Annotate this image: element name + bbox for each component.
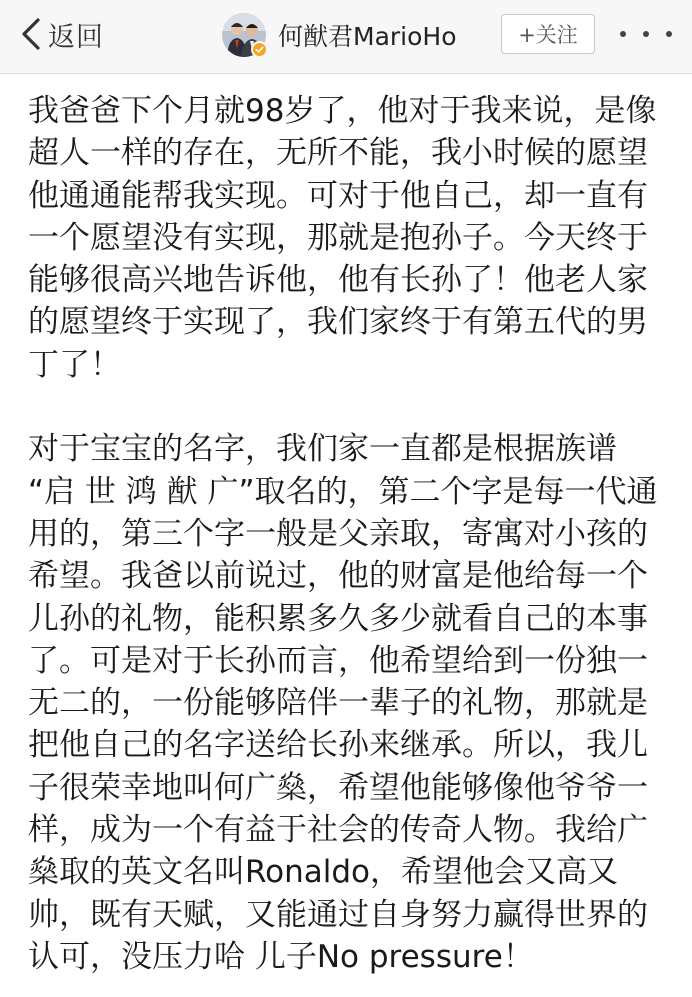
paragraph-spacer	[28, 386, 678, 428]
post-paragraph	[28, 428, 678, 978]
post-text-line: 他通通能帮我实现。可对于他自己，却一直有	[28, 177, 648, 214]
verified-badge-icon	[251, 41, 268, 58]
post-text-line: 丁了！	[28, 346, 121, 383]
post-text-line: 把他自己的名字送给长孙来继承。所以，我儿	[28, 727, 648, 764]
more-dots-icon	[643, 31, 649, 37]
post-text-line: 儿孙的礼物，能积累多久多少就看自己的本事	[28, 600, 648, 637]
username[interactable]: 何猷君MarioHo	[278, 22, 457, 51]
back-button[interactable]	[18, 14, 104, 54]
post-text-line: 了。可是对于长孙而言，他希望给到一份独一	[28, 642, 648, 679]
post-text-line: 一个愿望没有实现，那就是抱孙子。今天终于	[28, 219, 648, 256]
more-dots-icon	[620, 31, 626, 37]
post-text-line: “启 世 鸿 猷 广”取名的，第二个字是每一代通	[28, 473, 658, 510]
follow-button[interactable]: +关注	[501, 14, 595, 54]
back-label: 返回	[48, 21, 104, 53]
post-text-line: 样，成为一个有益于社会的传奇人物。我给广	[28, 812, 648, 849]
post-text-line: 我爸爸下个月就98岁了，他对于我来说，是像	[28, 93, 657, 129]
post-text-line: 对于宝宝的名字，我们家一直都是根据族谱	[28, 431, 617, 468]
post-text-line: 子很荣幸地叫何广燊，希望他能够像他爷爷一	[28, 769, 648, 806]
post-body	[28, 90, 678, 978]
avatar[interactable]	[222, 13, 266, 57]
profile-header[interactable]	[222, 10, 457, 60]
top-navigation-bar	[0, 0, 692, 74]
post-text-line: 的愿望终于实现了，我们家终于有第五代的男	[28, 304, 648, 341]
chevron-left-icon	[18, 16, 46, 52]
post-paragraph	[28, 90, 678, 386]
more-dots-icon	[666, 31, 672, 37]
post-text-line: 希望。我爸以前说过，他的财富是他给每一个	[28, 558, 648, 595]
post-text-line: 燊取的英文名叫Ronaldo，希望他会又高又	[28, 854, 619, 891]
post-text-line: 无二的，一份能够陪伴一辈子的礼物，那就是	[28, 685, 648, 722]
post-text-line: 能够很高兴地告诉他，他有长孙了！他老人家	[28, 262, 648, 299]
post-text-line: 帅，既有天赋，又能通过自身努力赢得世界的	[28, 896, 648, 933]
post-text-line: 认可，没压力哈 儿子No pressure！	[28, 938, 534, 975]
post-text-line: 超人一样的存在，无所不能，我小时候的愿望	[28, 135, 648, 172]
post-text-line: 用的，第三个字一般是父亲取，寄寓对小孩的	[28, 515, 648, 552]
more-options-button[interactable]	[620, 18, 672, 50]
